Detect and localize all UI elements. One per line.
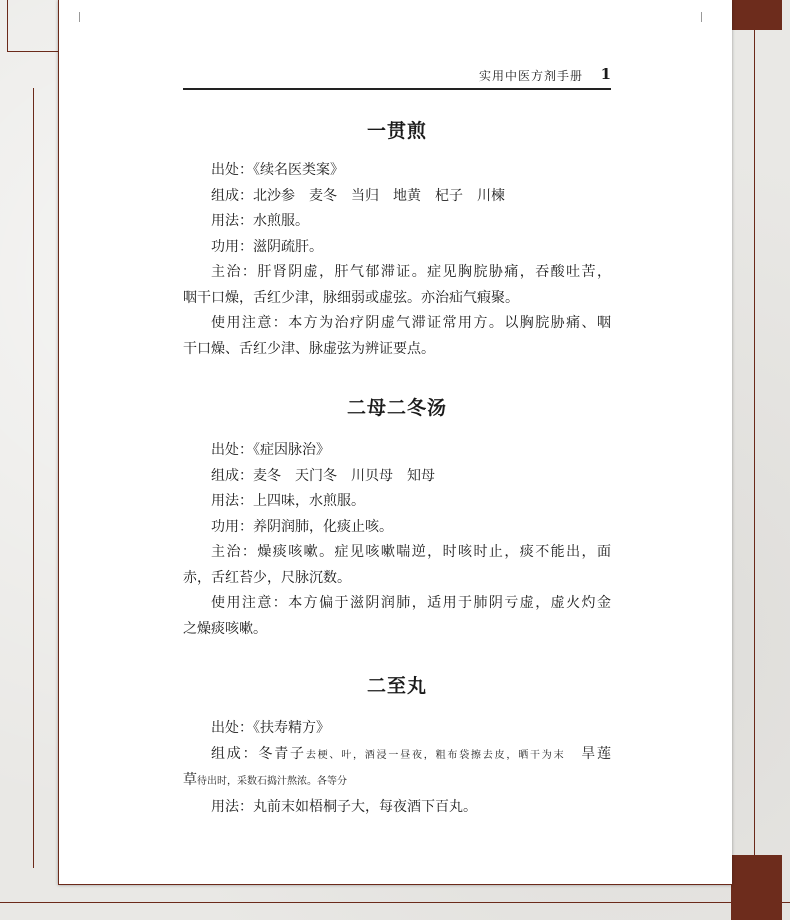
text-line: 用法：水煎服。 <box>211 213 309 229</box>
text-line: 组成：北沙参 麦冬 当归 地黄 杞子 川楝 <box>211 187 505 204</box>
text-line: 主治：肝肾阴虚，肝气郁滞证。症见胸脘胁痛，吞酸吐苦， <box>211 264 611 280</box>
frame-line <box>7 0 8 52</box>
text-note: 待出时，采数石捣汁熬浓。各等分 <box>197 776 347 787</box>
text-line: 之燥痰咳嗽。 <box>183 620 267 637</box>
text-segment: 旱莲 <box>579 745 612 762</box>
crop-mark <box>79 12 80 22</box>
running-header <box>183 66 611 90</box>
corner-block <box>731 855 782 920</box>
recipe-body <box>183 158 611 362</box>
text-line: 功用：滋阴疏肝。 <box>211 238 323 255</box>
text-line: 使用注意：本方偏于滋阴润肺，适用于肺阴亏虚，虚火灼金 <box>211 595 611 611</box>
text-line: 出处：《扶寿精方》 <box>211 720 330 736</box>
frame-line <box>754 30 755 870</box>
text-line: 功用：养阴润肺，化痰止咳。 <box>211 518 393 535</box>
recipe-title: 二母二冬汤 <box>346 397 447 419</box>
text-line: 主治：燥痰咳嗽。症见咳嗽喘逆，时咳时止，痰不能出，面 <box>211 544 611 560</box>
text-note: 去梗、叶，酒浸一昼夜，粗布袋擦去皮，晒干为末 <box>305 749 566 761</box>
frame-line <box>7 51 59 52</box>
page-number: 1 <box>600 65 611 83</box>
running-title: 实用中医方剂手册 <box>478 69 583 83</box>
text-line <box>183 742 611 769</box>
book-page <box>58 0 732 885</box>
text-segment: 草 <box>183 772 197 788</box>
text-line <box>183 768 611 795</box>
text-segment: 组成：冬青子 <box>211 745 306 762</box>
text-line: 出处：《症因脉治》 <box>211 442 330 458</box>
text-line: 用法：丸前末如梧桐子大，每夜酒下百丸。 <box>211 798 477 815</box>
text-line: 使用注意：本方为治疗阴虚气滞证常用方。以胸脘胁痛、咽 <box>211 315 611 331</box>
text-line: 出处：《续名医类案》 <box>211 162 344 178</box>
recipe-body <box>183 438 611 642</box>
frame-line <box>33 88 34 868</box>
text-line: 干口燥、舌红少津、脉虚弦为辨证要点。 <box>183 340 435 357</box>
recipe-title: 二至丸 <box>366 675 427 697</box>
text-line: 赤，舌红苔少，尺脉沉数。 <box>183 569 351 586</box>
text-line: 用法：上四味，水煎服。 <box>211 493 365 509</box>
crop-mark <box>701 12 702 22</box>
recipe-body <box>183 716 611 820</box>
text-line: 组成：麦冬 天门冬 川贝母 知母 <box>211 467 435 484</box>
frame-line <box>0 902 790 903</box>
recipe-title: 一贯煎 <box>366 120 427 142</box>
corner-block <box>731 0 782 30</box>
text-line: 咽干口燥，舌红少津，脉细弱或虚弦。亦治疝气瘕聚。 <box>183 289 519 306</box>
